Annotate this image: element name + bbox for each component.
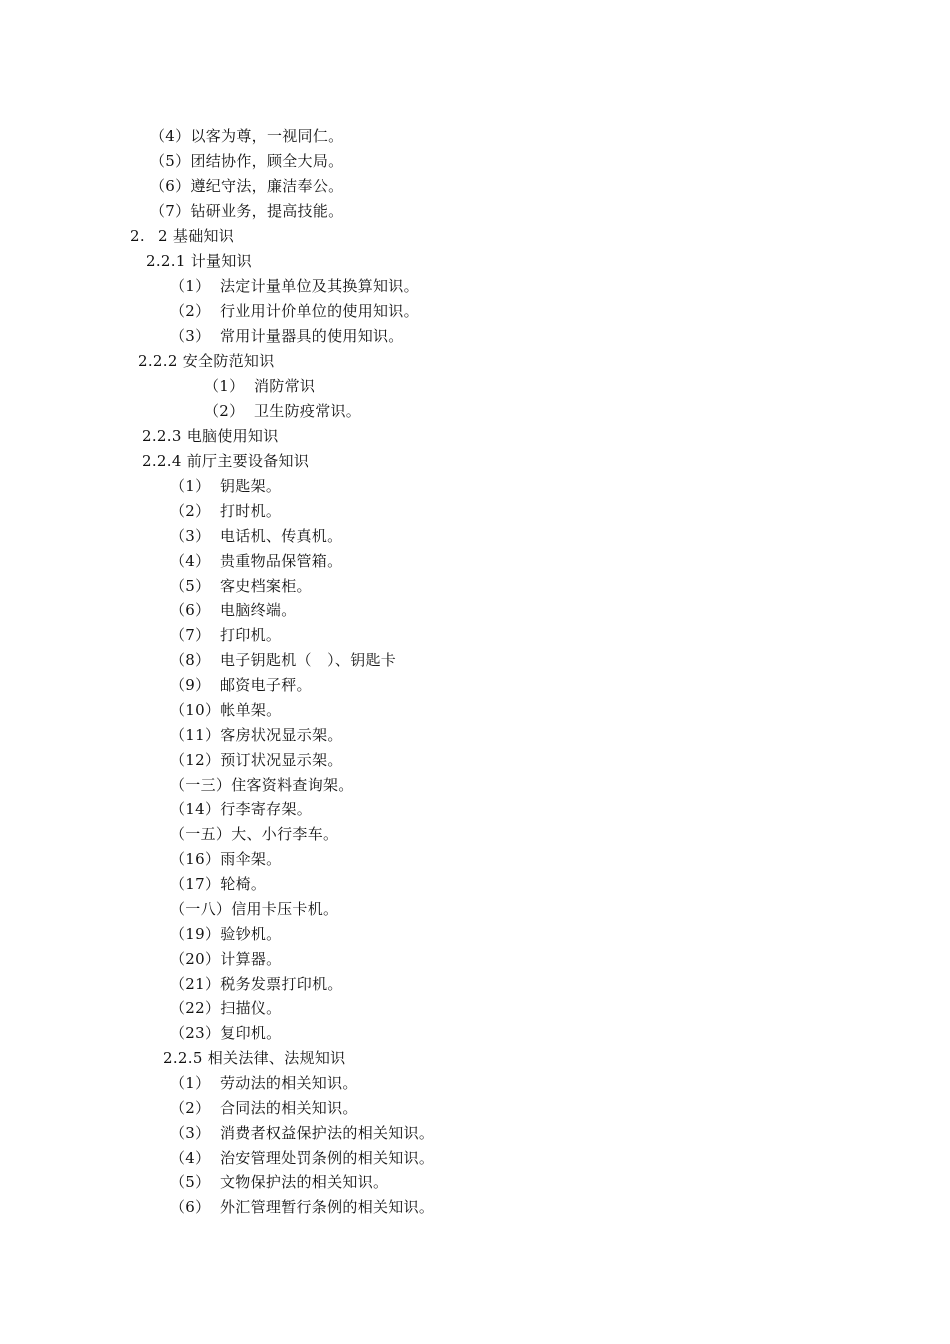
subsection-title-2-2-1: 2.2.1 计量知识 bbox=[146, 252, 252, 270]
list-item-number: （1） bbox=[204, 377, 245, 395]
ethics-item-4: （4）以客为尊，一视同仁。 bbox=[150, 127, 344, 145]
list-item bbox=[170, 1148, 434, 1168]
list-item-text: 打时机。 bbox=[220, 502, 282, 520]
list-item bbox=[170, 650, 396, 670]
list-item bbox=[204, 401, 361, 421]
list-item bbox=[170, 476, 281, 496]
list-item-number: （2） bbox=[204, 402, 245, 420]
list-item: （12）预订状况显示架。 bbox=[170, 751, 343, 769]
list-item bbox=[170, 675, 312, 695]
list-item-text: 电子钥匙机（ ）、钥匙卡 bbox=[220, 651, 397, 669]
list-item-text: 文物保护法的相关知识。 bbox=[220, 1173, 389, 1191]
list-item-text: 卫生防疫常识。 bbox=[254, 402, 362, 420]
ethics-item-5: （5）团结协作，顾全大局。 bbox=[150, 152, 344, 170]
list-item-number: （3） bbox=[170, 1124, 211, 1142]
list-item bbox=[170, 326, 404, 346]
list-item-text: 行业用计价单位的使用知识。 bbox=[220, 302, 419, 320]
list-item-text: 邮资电子秤。 bbox=[220, 676, 312, 694]
list-item bbox=[170, 625, 281, 645]
list-item bbox=[204, 376, 315, 396]
list-item bbox=[170, 501, 281, 521]
list-item: （16）雨伞架。 bbox=[170, 850, 282, 868]
list-item-text: 贵重物品保管箱。 bbox=[220, 552, 343, 570]
list-item-text: 法定计量单位及其换算知识。 bbox=[220, 277, 419, 295]
list-item-text: 钥匙架。 bbox=[220, 477, 282, 495]
list-item: （一八）信用卡压卡机。 bbox=[170, 900, 339, 918]
list-item bbox=[170, 600, 297, 620]
list-item-number: （4） bbox=[170, 1149, 211, 1167]
list-item: （一五）大、小行李车。 bbox=[170, 825, 339, 843]
list-item-number: （3） bbox=[170, 527, 211, 545]
list-item bbox=[170, 576, 312, 596]
list-item-text: 劳动法的相关知识。 bbox=[220, 1074, 358, 1092]
list-item-number: （6） bbox=[170, 601, 211, 619]
list-item: （10）帐单架。 bbox=[170, 701, 282, 719]
list-item: （一三）住客资料查询架。 bbox=[170, 776, 354, 794]
list-item: （19）验钞机。 bbox=[170, 925, 282, 943]
list-item-number: （4） bbox=[170, 552, 211, 570]
list-item-text: 电脑终端。 bbox=[220, 601, 297, 619]
list-item bbox=[170, 1073, 358, 1093]
ethics-item-6: （6）遵纪守法，廉洁奉公。 bbox=[150, 177, 344, 195]
list-item bbox=[170, 1172, 388, 1192]
section-heading-number: 2. bbox=[130, 227, 145, 245]
subsection-title-2-2-2: 2.2.2 安全防范知识 bbox=[138, 352, 275, 370]
list-item-text: 外汇管理暂行条例的相关知识。 bbox=[220, 1198, 435, 1216]
subsection-title-2-2-5: 2.2.5 相关法律、法规知识 bbox=[163, 1049, 346, 1067]
list-item-text: 常用计量器具的使用知识。 bbox=[220, 327, 404, 345]
list-item-text: 治安管理处罚条例的相关知识。 bbox=[220, 1149, 435, 1167]
subsection-title-2-2-4: 2.2.4 前厅主要设备知识 bbox=[142, 452, 310, 470]
subsection-title-2-2-3: 2.2.3 电脑使用知识 bbox=[142, 427, 279, 445]
list-item-number: （2） bbox=[170, 302, 211, 320]
list-item-text: 合同法的相关知识。 bbox=[220, 1099, 358, 1117]
list-item: （14）行李寄存架。 bbox=[170, 800, 313, 818]
list-item-text: 客史档案柜。 bbox=[220, 577, 312, 595]
list-item: （11）客房状况显示架。 bbox=[170, 726, 343, 744]
section-heading-2-2 bbox=[130, 226, 234, 246]
list-item-text: 打印机。 bbox=[220, 626, 282, 644]
list-item bbox=[170, 526, 342, 546]
list-item: （22）扫描仪。 bbox=[170, 999, 282, 1017]
list-item-number: （5） bbox=[170, 1173, 211, 1191]
list-item bbox=[170, 1098, 358, 1118]
list-item-number: （2） bbox=[170, 1099, 211, 1117]
list-item-number: （1） bbox=[170, 277, 211, 295]
list-item: （17）轮椅。 bbox=[170, 875, 267, 893]
list-item-number: （1） bbox=[170, 477, 211, 495]
section-heading-title: 2 基础知识 bbox=[158, 227, 235, 245]
list-item-number: （8） bbox=[170, 651, 211, 669]
list-item-number: （1） bbox=[170, 1074, 211, 1092]
list-item-text: 消防常识 bbox=[254, 377, 316, 395]
list-item-number: （7） bbox=[170, 626, 211, 644]
ethics-item-7: （7）钻研业务，提高技能。 bbox=[150, 202, 344, 220]
list-item bbox=[170, 551, 342, 571]
list-item-number: （6） bbox=[170, 1198, 211, 1216]
list-item bbox=[170, 276, 419, 296]
list-item-number: （3） bbox=[170, 327, 211, 345]
list-item bbox=[170, 1197, 434, 1217]
list-item-number: （9） bbox=[170, 676, 211, 694]
list-item: （23）复印机。 bbox=[170, 1024, 282, 1042]
list-item-text: 电话机、传真机。 bbox=[220, 527, 343, 545]
list-item-number: （5） bbox=[170, 577, 211, 595]
list-item bbox=[170, 301, 419, 321]
list-item-text: 消费者权益保护法的相关知识。 bbox=[220, 1124, 435, 1142]
list-item-number: （2） bbox=[170, 502, 211, 520]
list-item: （20）计算器。 bbox=[170, 950, 282, 968]
list-item bbox=[170, 1123, 434, 1143]
list-item: （21）税务发票打印机。 bbox=[170, 975, 343, 993]
